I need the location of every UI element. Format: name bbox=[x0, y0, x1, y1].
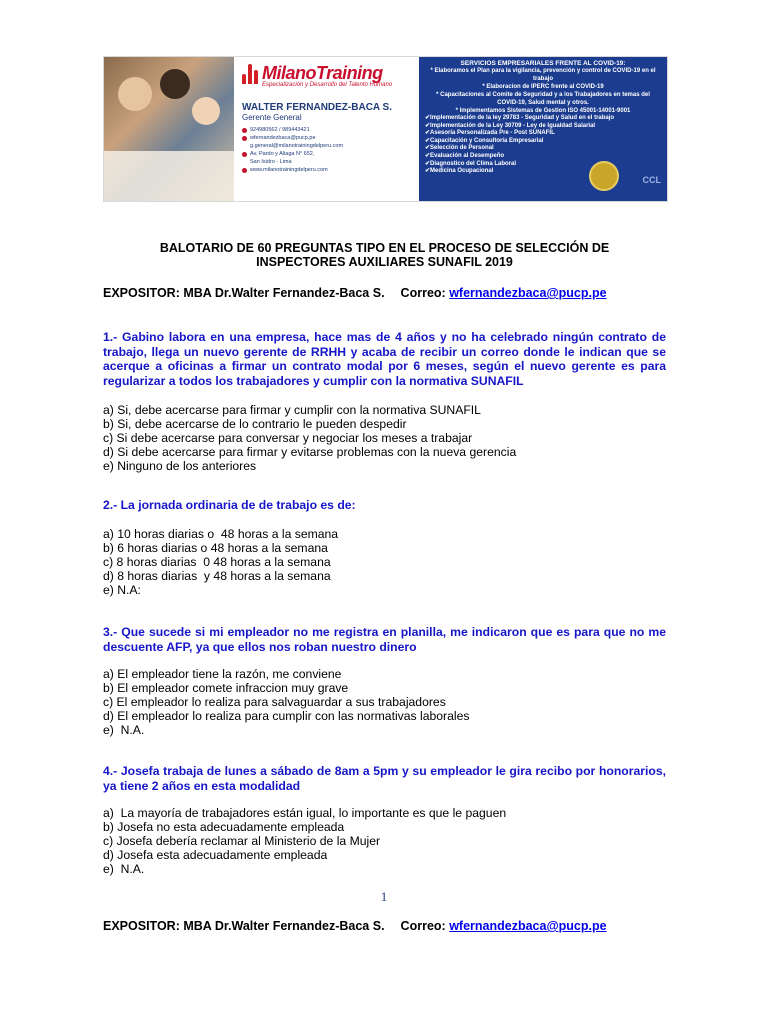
option-e: e) N.A. bbox=[103, 862, 145, 876]
contact-email-2: g.general@milanotrainingdelperu.com bbox=[250, 143, 344, 149]
option-a: a) El empleador tiene la razón, me conviene bbox=[103, 667, 342, 681]
option-c: c) Josefa debería reclamar al Ministerio de la Mujer bbox=[103, 834, 381, 848]
service-line: * Implementamos Sistemas de Gestion ISO 45001-14001-9001 bbox=[455, 108, 631, 114]
contact-website: www.milanotrainingdelperu.com bbox=[242, 166, 411, 174]
check-icon: ✔ bbox=[425, 152, 431, 159]
question-3-options bbox=[103, 667, 666, 737]
banner-contact-card bbox=[234, 57, 419, 201]
option-c: c) El empleador lo realiza para salvaguardar a sus trabajadores bbox=[103, 695, 446, 709]
check-icon: ✔ bbox=[425, 122, 431, 129]
phone-icon bbox=[242, 128, 247, 133]
option-a: a) Si, debe acercarse para firmar y cumplir con la normativa SUNAFIL bbox=[103, 403, 481, 417]
option-a: a) La mayoría de trabajadores están igual, lo importante es que le paguen bbox=[103, 806, 507, 820]
email-link[interactable]: wfernandezbaca@pucp.pe bbox=[449, 286, 607, 300]
services-panel bbox=[419, 57, 667, 201]
option-b: b) 6 horas diarias o 48 horas a la semana bbox=[103, 541, 328, 555]
ccl-logo: CCL bbox=[642, 175, 661, 185]
option-c: c) 8 horas diarias 0 48 horas a la semana bbox=[103, 555, 331, 569]
service-check-item: ✔Evaluación al Desempeño bbox=[425, 152, 505, 159]
contact-phone: 924980562 / 989443421 bbox=[242, 126, 411, 134]
banner-photo bbox=[104, 57, 234, 201]
globe-icon bbox=[242, 168, 247, 173]
question-2: 2.- La jornada ordinaria de de trabajo es de: bbox=[103, 498, 356, 512]
option-e: e) N.A. bbox=[103, 723, 145, 737]
page-number: 1 bbox=[380, 889, 388, 904]
question-4: 4.- Josefa trabaja de lunes a sábado de 8am a 5pm y su empleador le gira recibo por honorarios, ya tiene 2 años en esta modalidad bbox=[103, 764, 666, 793]
location-icon bbox=[242, 152, 247, 157]
mail-icon bbox=[242, 136, 247, 141]
question-1: 1.- Gabino labora en una empresa, hace mas de 4 años y no ha celebrado ningún contrato de trabajo, llega un nuevo gerente de RRHH y acaba de recibir un correo donde le indican que se acerque a oficinas a firmar un contrato modal por 6 meses, según el nuevo gerente es para regularizar a todos los trabajadores y cumplir con la normativa SUNAFIL bbox=[103, 330, 666, 388]
option-c: c) Si debe acercarse para conversar y negociar los meses a trabajar bbox=[103, 431, 473, 445]
seal-icon bbox=[589, 161, 619, 191]
check-icon: ✔ bbox=[425, 145, 431, 152]
question-3: 3.- Que sucede si mi empleador no me registra en planilla, me indicaron que es para que no me descuente AFP, ya que ellos nos roban nuestro dinero bbox=[103, 625, 666, 654]
option-e: e) N.A: bbox=[103, 583, 141, 597]
brand-tagline: Especialización y Desarrollo del Talento Humano bbox=[262, 82, 393, 88]
service-line: * Capacitaciones al Comite de Seguridad y a los Trabajadores en temas del COVID-19, Salud mental y otros. bbox=[436, 92, 650, 106]
contact-address-2: San Isidro - Lima bbox=[250, 159, 292, 165]
document-title: BALOTARIO DE 60 PREGUNTAS TIPO EN EL PROCESO DE SELECCIÓN DE INSPECTORES AUXILIARES SUNAFIL 2019 bbox=[159, 241, 610, 269]
email-link[interactable]: wfernandezbaca@pucp.pe bbox=[449, 919, 607, 933]
option-b: b) Josefa no esta adecuadamente empleada bbox=[103, 820, 345, 834]
option-d: d) 8 horas diarias y 48 horas a la semana bbox=[103, 569, 331, 583]
option-d: d) El empleador lo realiza para cumplir con las normativas laborales bbox=[103, 709, 470, 723]
manager-name: WALTER FERNANDEZ-BACA S. bbox=[242, 102, 392, 113]
service-check-item: ✔Capacitación y Consultoría Empresarial bbox=[425, 137, 544, 144]
question-1-options bbox=[103, 403, 666, 473]
service-line: * Elaboracion de IPERC frente al COVID-19 bbox=[482, 84, 604, 90]
option-d: d) Josefa esta adecuadamente empleada bbox=[103, 848, 328, 862]
expositor-footer: EXPOSITOR: MBA Dr.Walter Fernandez-Baca S. Correo: wfernandezbaca@pucp.pe bbox=[103, 919, 607, 933]
manager-role: Gerente General bbox=[242, 113, 302, 122]
check-icon: ✔ bbox=[425, 137, 431, 144]
service-check-item: ✔Selección de Personal bbox=[425, 145, 494, 152]
check-icon: ✔ bbox=[425, 168, 431, 175]
contact-address: Av. Pardo y Aliaga N° 652, bbox=[242, 150, 411, 158]
service-check-item: ✔Medicina Ocupacional bbox=[425, 168, 494, 175]
contact-email: wfernandezbaca@pucp.pe bbox=[242, 134, 411, 142]
question-4-options bbox=[103, 806, 666, 876]
brand-logo-icon bbox=[242, 64, 258, 84]
check-icon: ✔ bbox=[425, 115, 431, 121]
services-title: SERVICIOS EMPRESARIALES FRENTE AL COVID-19: bbox=[460, 60, 626, 67]
expositor-line: EXPOSITOR: MBA Dr.Walter Fernandez-Baca S. Correo: wfernandezbaca@pucp.pe bbox=[103, 286, 607, 300]
option-a: a) 10 horas diarias o 48 horas a la semana bbox=[103, 527, 339, 541]
brand-name: MilanoTraining bbox=[262, 63, 383, 83]
option-b: b) Si, debe acercarse de lo contrario le pueden despedir bbox=[103, 417, 407, 431]
service-check-item: ✔Diagnostico del Clima Laboral bbox=[425, 160, 517, 167]
header-banner bbox=[103, 56, 668, 202]
option-e: e) Ninguno de los anteriores bbox=[103, 459, 257, 473]
service-check-item: ✔Implementación de la Ley 30709 - Ley de Igualdad Salarial bbox=[425, 122, 596, 129]
option-d: d) Si debe acercarse para firmar y evitarse problemas con la nueva gerencia bbox=[103, 445, 517, 459]
check-icon: ✔ bbox=[425, 160, 431, 167]
option-b: b) El empleador comete infraccion muy grave bbox=[103, 681, 349, 695]
check-icon: ✔ bbox=[425, 130, 431, 137]
service-line: * Elaboramos el Plan para la vigilancia, prevención y control de COVID-19 en el trabajo bbox=[430, 68, 656, 82]
question-2-options bbox=[103, 527, 666, 597]
service-check-item: ✔Asesoría Personalizada Pre - Post SUNAFIL bbox=[425, 130, 555, 137]
service-check-item: ✔Implementación de la ley 29783 - Seguridad y Salud en el trabajo bbox=[425, 115, 615, 121]
